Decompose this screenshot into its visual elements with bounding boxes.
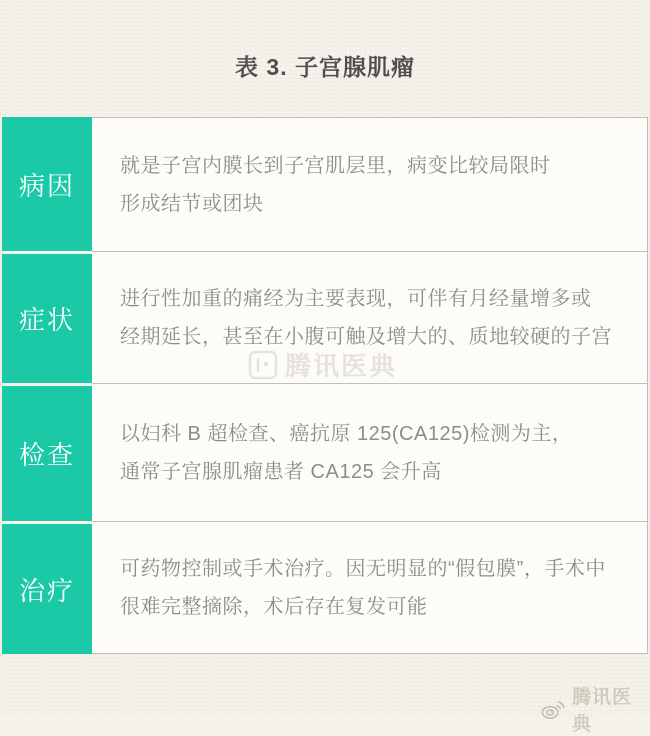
row-label-symptoms: 症状 bbox=[2, 251, 92, 383]
center-watermark-text: 腾讯医典 bbox=[285, 351, 398, 381]
weibo-icon bbox=[540, 696, 567, 723]
content-line: 可药物控制或手术治疗。因无明显的“假包膜”，手术中 bbox=[120, 557, 606, 580]
content-line: 通常子宫腺肌瘤患者 CA125 会升高 bbox=[120, 460, 442, 483]
content-line: 进行性加重的痛经为主要表现，可伴有月经量增多或 bbox=[120, 287, 592, 310]
row-content-treatment bbox=[92, 521, 648, 654]
row-label-treatment: 治疗 bbox=[2, 521, 92, 654]
row-content-symptoms bbox=[92, 251, 648, 383]
row-content-cause bbox=[92, 117, 648, 251]
bottom-right-watermark bbox=[540, 682, 650, 736]
page-title: 表 3. 子宫腺肌瘤 bbox=[235, 54, 415, 80]
content-line: 就是子宫内膜长到子宫肌层里，病变比较局限时 bbox=[120, 154, 551, 177]
adenomyoma-info-table bbox=[2, 117, 648, 654]
bottom-right-watermark-text: 腾讯医典 bbox=[572, 687, 633, 735]
row-content-examination bbox=[92, 383, 648, 521]
table-row-treatment bbox=[2, 521, 648, 654]
content-line: 形成结节或团块 bbox=[120, 192, 264, 215]
content-line: 经期延长，甚至在小腹可触及增大的、质地较硬的子宫 bbox=[120, 325, 612, 348]
table-row-symptoms bbox=[2, 251, 648, 383]
content-line: 很难完整摘除，术后存在复发可能 bbox=[120, 595, 428, 618]
table-row-cause bbox=[2, 117, 648, 251]
table-row-examination bbox=[2, 383, 648, 521]
row-label-cause: 病因 bbox=[2, 117, 92, 251]
row-label-examination: 检查 bbox=[2, 383, 92, 521]
content-line: 以妇科 B 超检查、癌抗原 125(CA125)检测为主， bbox=[120, 422, 573, 445]
